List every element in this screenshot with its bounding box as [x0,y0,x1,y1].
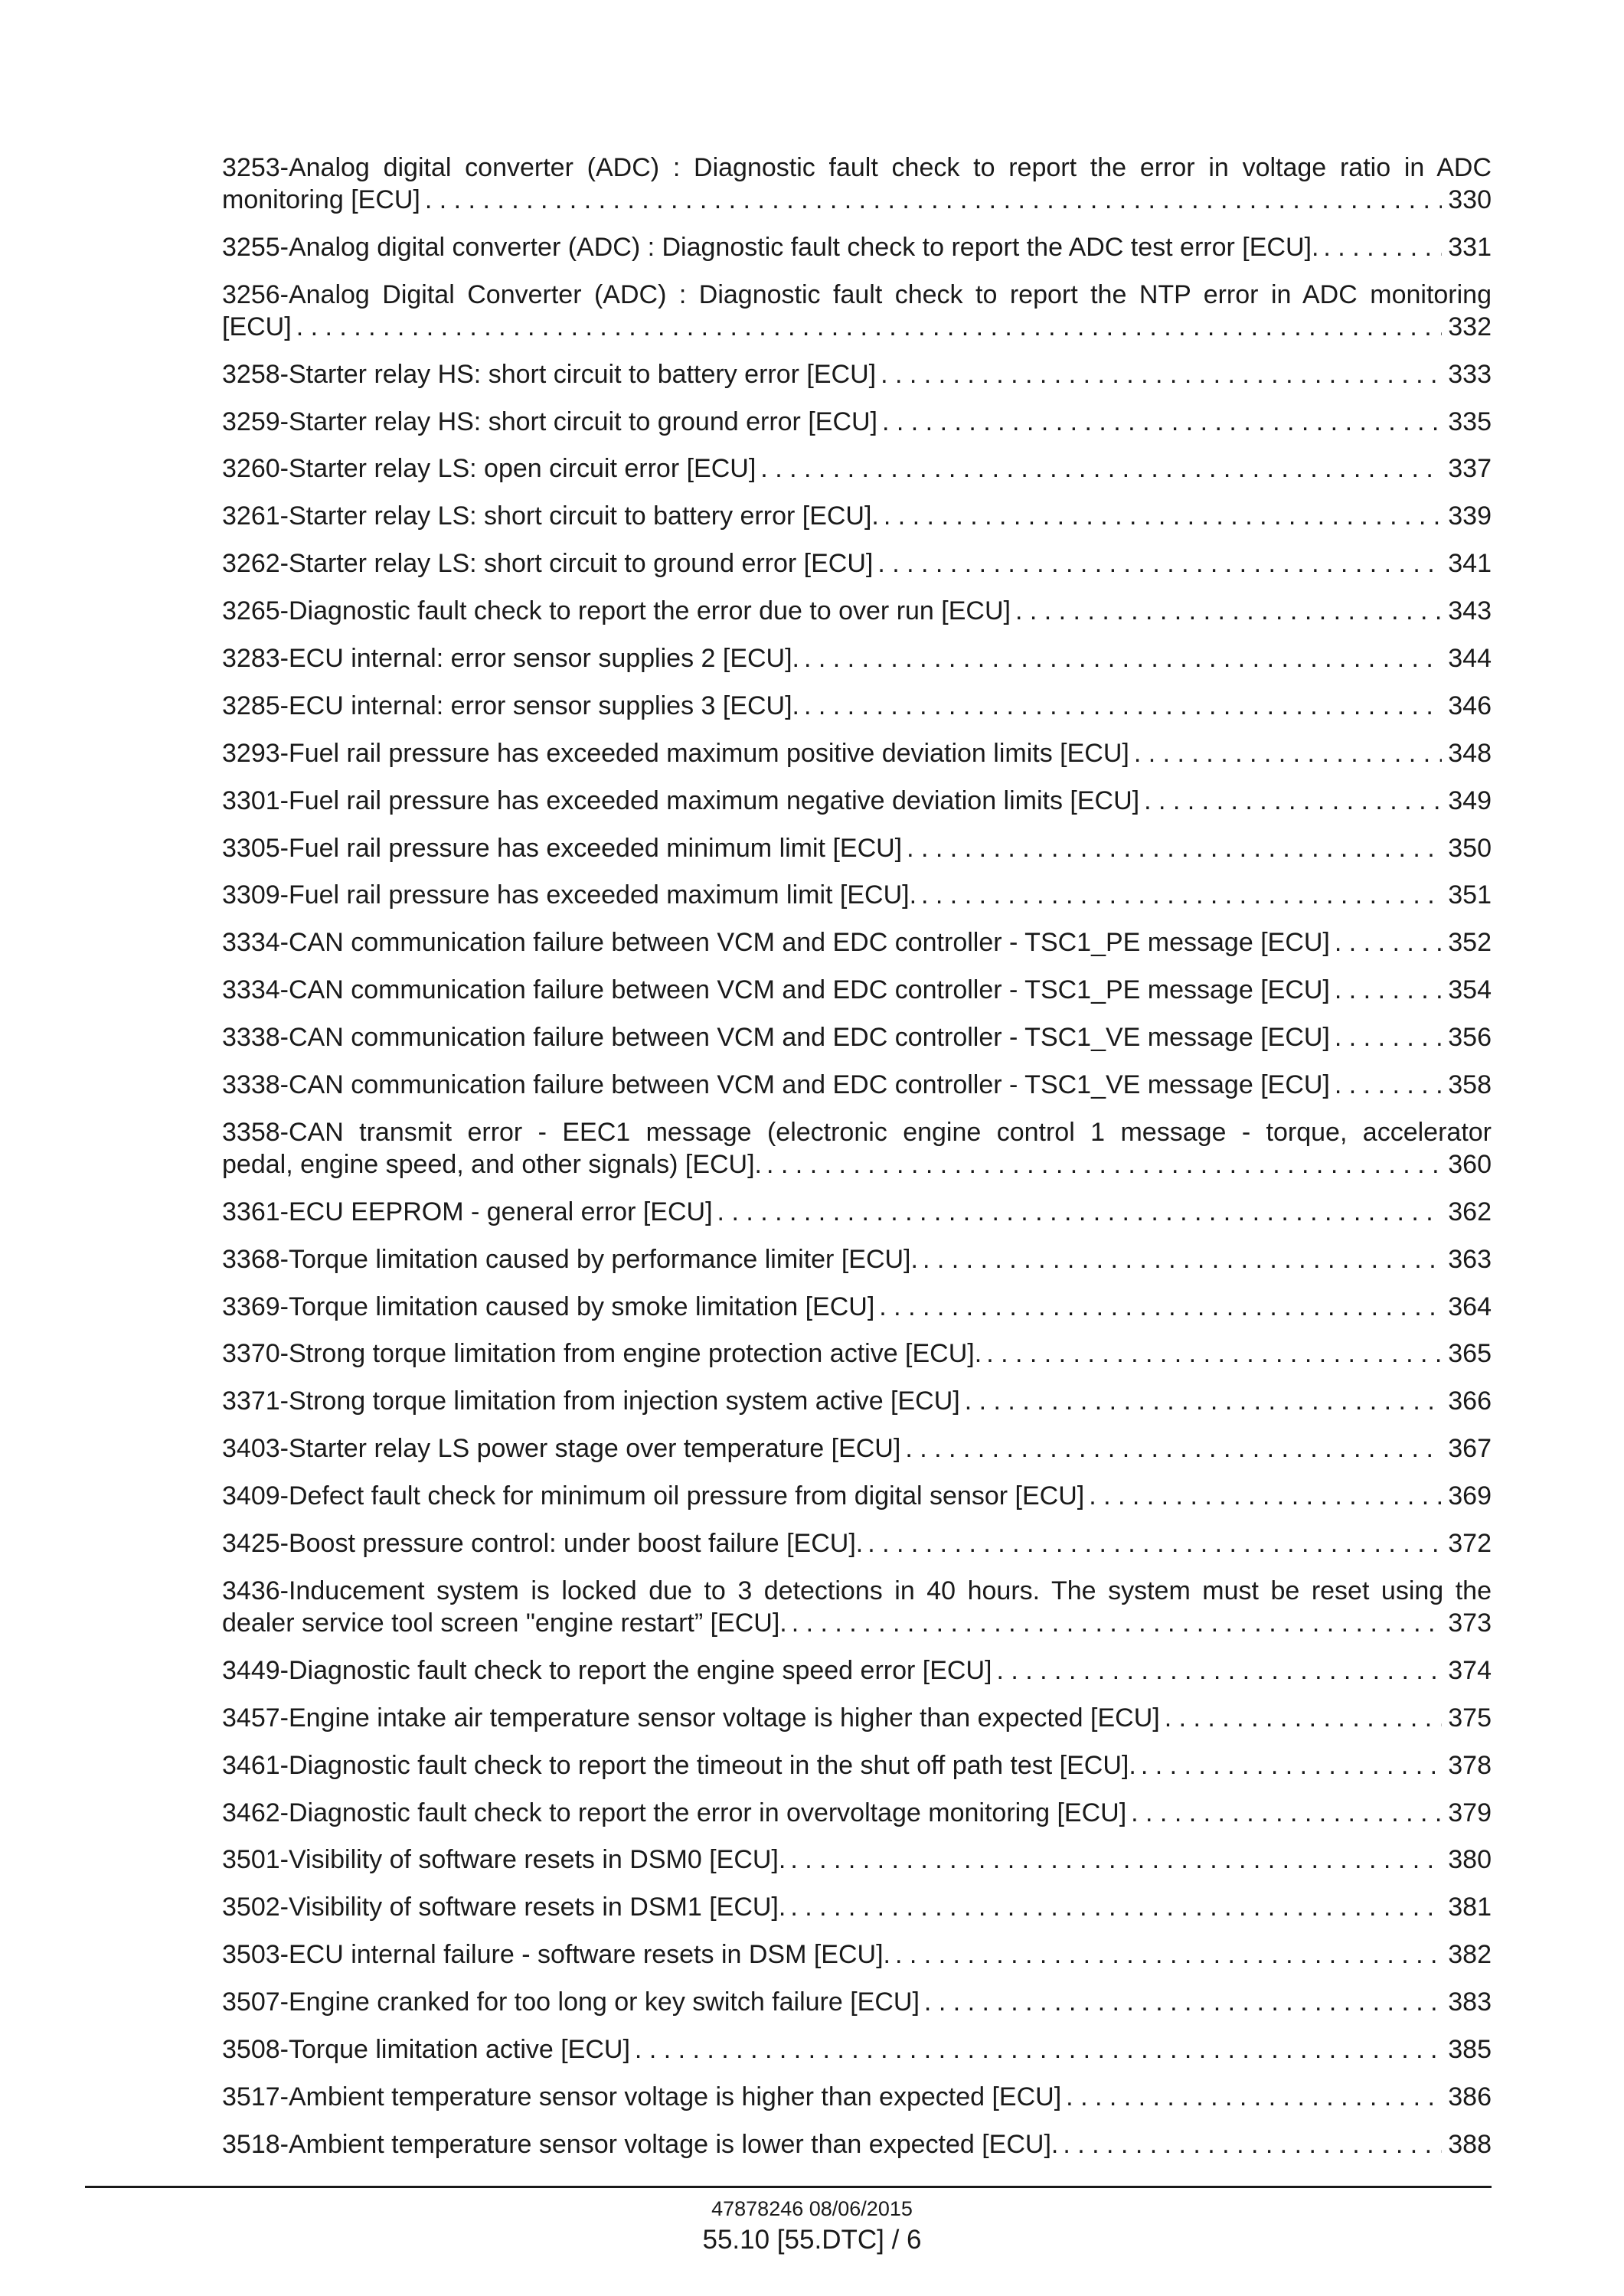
toc-entry[interactable] [222,926,1492,959]
toc-entry-title: 3334-CAN communication failure between VCM and EDC controller - TSC1_PE message [ECU] [222,928,1330,958]
toc-entry-line [222,1749,1492,1782]
toc-entry-page: 369 [1448,1481,1492,1511]
toc-entry-line [222,1654,1492,1687]
toc-entry-line [222,500,1492,532]
dot-leader [713,1196,1443,1228]
toc-entry[interactable] [222,1243,1492,1275]
toc-entry-line [222,311,1492,343]
toc-entry[interactable] [222,1654,1492,1687]
toc-entry-line [222,974,1492,1006]
toc-entry-line [222,1432,1492,1465]
dot-leader [863,1527,1442,1560]
toc-entry-page: 366 [1448,1386,1492,1416]
toc-entry-title: 3265-Diagnostic fault check to report the error due to over run [ECU] [222,596,1011,626]
toc-entry-page: 381 [1448,1893,1492,1922]
toc-entry[interactable] [222,785,1492,817]
toc-entry[interactable] [222,1021,1492,1053]
toc-entry-title-line: 3358-CAN transmit error - EEC1 message (electronic engine control 1 message - torque, accelerator [222,1117,1492,1147]
toc-entry[interactable] [222,1432,1492,1465]
toc-entry[interactable] [222,974,1492,1006]
toc-entry-title: 3309-Fuel rail pressure has exceeded maximum limit [ECU]. [222,880,917,910]
dot-leader [1330,974,1442,1006]
toc-entry-page: 362 [1448,1197,1492,1226]
dot-leader [630,2033,1442,2066]
toc-entry-page: 360 [1448,1149,1492,1179]
toc-entry[interactable] [222,1116,1492,1181]
toc-entry-line [222,1844,1492,1876]
toc-entry-title: 3262-Starter relay LS: short circuit to ground error [ECU] [222,549,874,579]
dot-leader [799,642,1442,674]
toc-entry-title: 3258-Starter relay HS: short circuit to battery error [ECU] [222,359,877,389]
toc-entry[interactable] [222,832,1492,864]
toc-entry-line [222,1986,1492,2018]
toc-entry-title: dealer service tool screen "engine restart” [ECU]. [222,1608,787,1638]
toc-entry-title: 3283-ECU internal: error sensor supplies 2 [ECU]. [222,644,799,674]
toc-entry-title: 3305-Fuel rail pressure has exceeded minimum limit [ECU] [222,833,903,863]
toc-entry[interactable] [222,737,1492,769]
toc-entry-page: 364 [1448,1292,1492,1321]
toc-entry-title: 3503-ECU internal failure - software resets in DSM [ECU]. [222,1940,890,1970]
toc-entry-line [222,1480,1492,1512]
toc-entry-title: 3338-CAN communication failure between VCM and EDC controller - TSC1_VE message [ECU] [222,1023,1330,1053]
toc-entry-page: 331 [1448,232,1492,262]
toc-entry-line [222,1069,1492,1101]
toc-entry[interactable] [222,231,1492,263]
toc-entry[interactable] [222,1291,1492,1323]
toc-entry[interactable] [222,1337,1492,1370]
toc-entry-title: 3501-Visibility of software resets in DSM0 [ECU]. [222,1845,786,1875]
toc-entry-line [222,690,1492,722]
toc-entry-page: 388 [1448,2129,1492,2159]
dot-leader [1084,1480,1442,1512]
toc-entry-title-line: 3436-Inducement system is locked due to 3 detections in 40 hours. The system must be reset using the [222,1576,1492,1605]
toc-entry-line [222,1527,1492,1560]
dot-leader [873,547,1442,580]
toc-entry-title-line: 3256-Analog Digital Converter (ADC) : Diagnostic fault check to report the NTP error in ADC monitoring [222,279,1492,309]
toc-entry-line [222,184,1492,216]
toc-entry-page: 365 [1448,1339,1492,1369]
dot-leader [1330,1021,1442,1053]
toc-entry-page: 378 [1448,1750,1492,1780]
dot-leader [992,1654,1442,1687]
toc-entry-line [222,231,1492,263]
toc-entry-page: 333 [1448,359,1492,389]
toc-entry-line [222,2033,1492,2066]
toc-entry-line [222,737,1492,769]
toc-entry-page: 346 [1448,691,1492,720]
dot-leader [900,1432,1442,1465]
toc-entry-page: 337 [1448,454,1492,484]
dot-leader [787,1607,1443,1639]
toc-entry-title: 3403-Starter relay LS power stage over temperature [ECU] [222,1434,901,1464]
toc-entry-title: 3517-Ambient temperature sensor voltage is higher than expected [ECU] [222,2082,1062,2111]
toc-entry-title: 3507-Engine cranked for too long or key switch failure [ECU] [222,1987,920,2017]
toc-entry-line [222,2128,1492,2160]
toc-entry[interactable] [222,152,1492,216]
dot-leader [292,311,1443,343]
toc-entry-line [222,2081,1492,2113]
toc-entry-title: 3334-CAN communication failure between VCM and EDC controller - TSC1_PE message [ECU] [222,975,1330,1005]
toc-entry-title: 3260-Starter relay LS: open circuit error [ECU] [222,454,756,484]
table-of-contents [222,152,1492,2176]
toc-entry-page: 351 [1448,880,1492,910]
toc-entry-title: 3449-Diagnostic fault check to report the engine speed error [ECU] [222,1655,992,1685]
dot-leader [756,452,1442,485]
toc-entry-title: [ECU] [222,312,292,341]
toc-entry-line [222,832,1492,864]
toc-entry-line [222,1385,1492,1417]
toc-entry-line [222,1021,1492,1053]
toc-entry-title: 3462-Diagnostic fault check to report the error in overvoltage monitoring [ECU] [222,1798,1127,1827]
toc-entry-page: 374 [1448,1655,1492,1685]
toc-entry-page: 380 [1448,1845,1492,1875]
dot-leader [960,1385,1443,1417]
dot-leader [920,1986,1442,2018]
toc-entry-line [222,1938,1492,1971]
dot-leader [799,690,1442,722]
dot-leader [874,1291,1442,1323]
toc-entry-title: pedal, engine speed, and other signals) [ECU]. [222,1149,763,1179]
toc-entry-title: 3261-Starter relay LS: short circuit to battery error [ECU]. [222,501,879,531]
toc-entry[interactable] [222,406,1492,438]
toc-entry[interactable] [222,1527,1492,1560]
toc-entry-title: 3457-Engine intake air temperature sensor voltage is higher than expected [ECU] [222,1703,1160,1733]
toc-entry[interactable] [222,879,1492,911]
dot-leader [982,1337,1442,1370]
toc-entry[interactable] [222,2128,1492,2160]
toc-entry-page: 382 [1448,1940,1492,1970]
toc-entry-title: 3508-Torque limitation active [ECU] [222,2034,630,2064]
toc-entry-line [222,452,1492,485]
toc-entry[interactable] [222,1749,1492,1782]
toc-entry-title: 3338-CAN communication failure between VCM and EDC controller - TSC1_VE message [ECU] [222,1070,1330,1100]
toc-entry-page: 344 [1448,644,1492,674]
footer-divider [85,2186,1492,2188]
toc-entry-title: 3293-Fuel rail pressure has exceeded maximum positive deviation limits [ECU] [222,738,1129,768]
toc-entry[interactable] [222,547,1492,580]
toc-entry[interactable] [222,1702,1492,1734]
toc-entry-page: 373 [1448,1608,1492,1638]
dot-leader [786,1891,1442,1923]
toc-entry-page: 363 [1448,1244,1492,1274]
toc-entry-page: 358 [1448,1070,1492,1100]
toc-entry[interactable] [222,1891,1492,1923]
toc-entry-title: 3370-Strong torque limitation from engine protection active [ECU]. [222,1339,982,1369]
toc-entry-title: 3301-Fuel rail pressure has exceeded maximum negative deviation limits [ECU] [222,785,1140,815]
dot-leader [1058,2128,1442,2160]
toc-entry-title: 3259-Starter relay HS: short circuit to ground error [ECU] [222,407,877,436]
dot-leader [1136,1749,1442,1782]
dot-leader [1126,1797,1442,1829]
toc-entry-line [222,1607,1492,1639]
toc-entry-page: 335 [1448,407,1492,436]
toc-entry-line [222,595,1492,627]
toc-entry[interactable] [222,1480,1492,1512]
toc-entry[interactable] [222,642,1492,674]
toc-entry-page: 339 [1448,501,1492,531]
dot-leader [420,184,1442,216]
toc-entry[interactable] [222,1196,1492,1228]
dot-leader [1139,785,1442,817]
document-id: 47878246 08/06/2015 [711,2197,913,2220]
dot-leader [1061,2081,1442,2113]
toc-entry-page: 341 [1448,549,1492,579]
toc-entry[interactable] [222,279,1492,343]
toc-entry[interactable] [222,595,1492,627]
toc-entry-line [222,1337,1492,1370]
toc-entry-page: 330 [1448,185,1492,214]
toc-entry[interactable] [222,1844,1492,1876]
toc-entry-page: 383 [1448,1987,1492,2017]
toc-entry-line [222,358,1492,390]
toc-entry-title: 3502-Visibility of software resets in DSM1 [ECU]. [222,1893,786,1922]
toc-entry-page: 386 [1448,2082,1492,2111]
toc-entry[interactable] [222,358,1492,390]
toc-entry-title: 3518-Ambient temperature sensor voltage is lower than expected [ECU]. [222,2129,1059,2159]
toc-entry[interactable] [222,1069,1492,1101]
toc-entry-title: monitoring [ECU] [222,185,420,214]
toc-entry[interactable] [222,2081,1492,2113]
dot-leader [1330,926,1442,959]
toc-entry-title: 3409-Defect fault check for minimum oil pressure from digital sensor [ECU] [222,1481,1085,1511]
dot-leader [762,1148,1442,1181]
toc-entry[interactable] [222,500,1492,532]
dot-leader [918,1243,1442,1275]
toc-entry-title: 3361-ECU EEPROM - general error [ECU] [222,1197,713,1226]
dot-leader [902,832,1442,864]
dot-leader [786,1844,1442,1876]
toc-entry-page: 354 [1448,975,1492,1005]
toc-entry-line [222,406,1492,438]
dot-leader [877,406,1442,438]
toc-entry-page: 372 [1448,1529,1492,1559]
toc-entry-title: 3368-Torque limitation caused by performance limiter [ECU]. [222,1244,918,1274]
toc-entry-line [222,1891,1492,1923]
toc-entry-line [222,1148,1492,1181]
toc-entry-line [222,785,1492,817]
toc-entry-title-line: 3253-Analog digital converter (ADC) : Diagnostic fault check to report the error in voltage ratio in ADC [222,153,1492,182]
toc-entry-line [222,1196,1492,1228]
toc-entry-line [222,1702,1492,1734]
toc-entry-title: 3255-Analog digital converter (ADC) : Diagnostic fault check to report the ADC test error [ECU]. [222,232,1319,262]
dot-leader [1011,595,1442,627]
toc-entry-line [222,879,1492,911]
toc-entry-title: 3425-Boost pressure control: under boost failure [ECU]. [222,1529,864,1559]
toc-entry[interactable] [222,1986,1492,2018]
toc-entry[interactable] [222,1385,1492,1417]
toc-entry-line [222,642,1492,674]
toc-entry-page: 348 [1448,738,1492,768]
toc-entry-line [222,1291,1492,1323]
toc-entry-line [222,1243,1492,1275]
dot-leader [890,1938,1442,1971]
toc-entry[interactable] [222,690,1492,722]
dot-leader [1330,1069,1442,1101]
toc-entry[interactable] [222,1938,1492,1971]
toc-entry[interactable] [222,1575,1492,1639]
toc-entry-line [222,1797,1492,1829]
dot-leader [1318,231,1442,263]
dot-leader [917,879,1442,911]
toc-entry-page: 350 [1448,833,1492,863]
toc-entry-page: 379 [1448,1798,1492,1827]
toc-entry-page: 356 [1448,1023,1492,1053]
toc-entry-page: 343 [1448,596,1492,626]
toc-entry-page: 367 [1448,1434,1492,1464]
toc-entry-title: 3285-ECU internal: error sensor supplies 3 [ECU]. [222,691,799,720]
toc-entry-page: 352 [1448,928,1492,958]
dot-leader [876,358,1442,390]
toc-entry-page: 385 [1448,2034,1492,2064]
toc-entry[interactable] [222,452,1492,485]
dot-leader [879,500,1442,532]
dot-leader [1160,1702,1443,1734]
toc-entry-line [222,547,1492,580]
toc-entry-page: 349 [1448,785,1492,815]
toc-entry[interactable] [222,1797,1492,1829]
toc-entry-page: 375 [1448,1703,1492,1733]
toc-entry-line [222,926,1492,959]
toc-entry-title: 3369-Torque limitation caused by smoke limitation [ECU] [222,1292,875,1321]
dot-leader [1129,737,1442,769]
page-number: 55.10 [55.DTC] / 6 [702,2225,922,2255]
toc-entry-page: 332 [1448,312,1492,341]
toc-entry[interactable] [222,2033,1492,2066]
toc-entry-title: 3371-Strong torque limitation from injection system active [ECU] [222,1386,960,1416]
toc-entry-title: 3461-Diagnostic fault check to report the timeout in the shut off path test [ECU]. [222,1750,1136,1780]
